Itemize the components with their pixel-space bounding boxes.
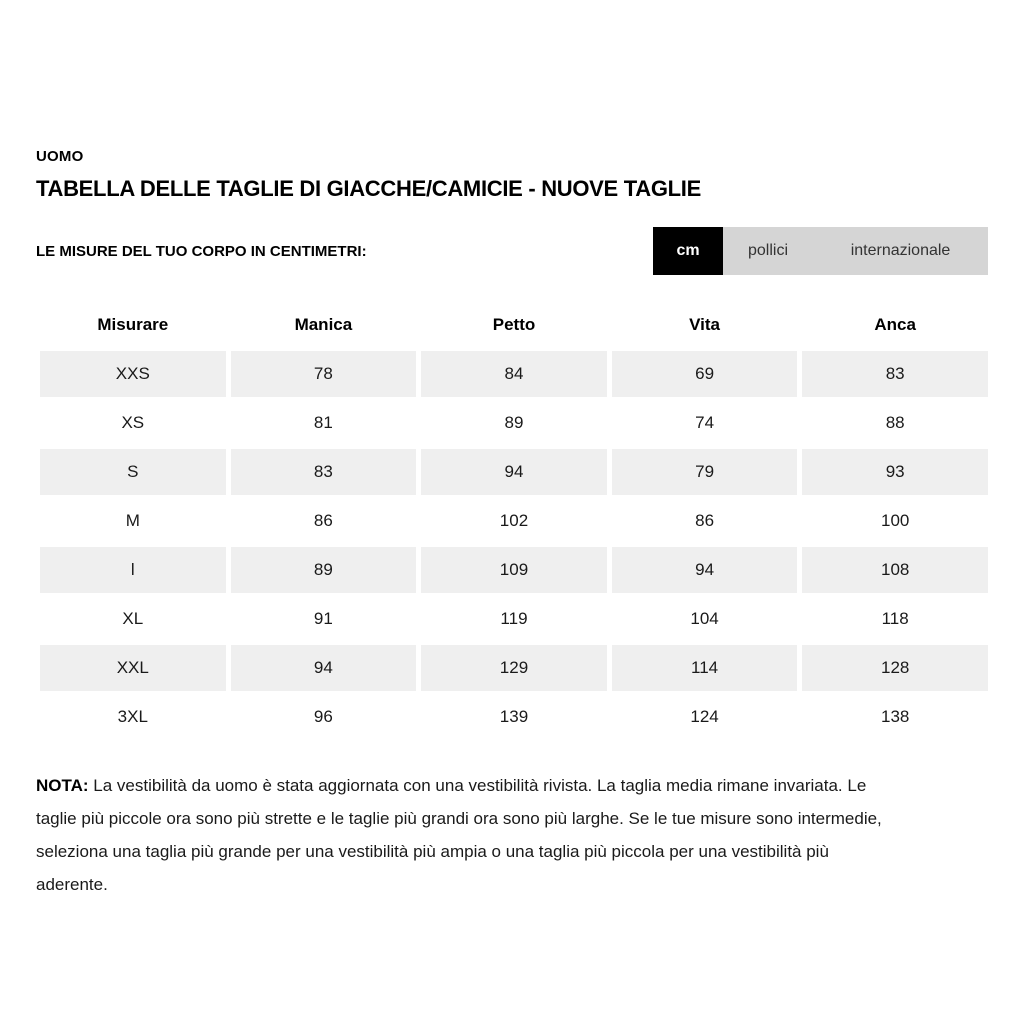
- measure-value: 81: [313, 413, 333, 432]
- measure-value: 69: [612, 351, 798, 397]
- fit-note-text: La vestibilità da uomo è stata aggiornata con una vestibilità rivista. La taglia media rimane invariata. Le taglie più piccole ora sono più strette e le taglie più grandi ora sono più larghe. Se le tue misure sono intermedie, seleziona una taglia più grande per una vestibilità più ampia o una taglia più piccola per una vestibilità più aderente.: [36, 776, 882, 894]
- measure-value: 94: [231, 645, 417, 691]
- measure-value: 108: [802, 547, 988, 593]
- column-header-misurare: Misurare: [97, 315, 169, 334]
- measure-value: 86: [695, 511, 715, 530]
- subhead-row: [36, 227, 988, 275]
- measure-value: 119: [500, 609, 528, 628]
- measure-value: 79: [612, 449, 798, 495]
- size-label: l: [40, 547, 226, 593]
- measure-value: 138: [880, 707, 910, 726]
- measure-value: 124: [690, 707, 719, 726]
- measure-value: 84: [421, 351, 607, 397]
- table-row: [40, 694, 988, 740]
- measure-value: 96: [313, 707, 333, 726]
- table-row: [40, 498, 988, 544]
- measure-value: 74: [695, 413, 715, 432]
- fit-note-label: NOTA:: [36, 776, 89, 795]
- table-row: [40, 449, 988, 495]
- measure-value: 83: [231, 449, 417, 495]
- table-row: [40, 547, 988, 593]
- category-label: UOMO: [36, 148, 84, 165]
- measure-value: 93: [802, 449, 988, 495]
- measure-value: 139: [499, 707, 529, 726]
- measure-value: 129: [421, 645, 607, 691]
- tab-pollici[interactable]: pollici: [723, 227, 813, 275]
- table-row: [40, 400, 988, 446]
- measure-value: 78: [231, 351, 417, 397]
- size-table: [40, 302, 988, 740]
- column-header-manica: Manica: [294, 315, 353, 334]
- page-title: TABELLA DELLE TAGLIE DI GIACCHE/CAMICIE - NUOVE TAGLIE: [36, 176, 701, 201]
- measure-value: 94: [421, 449, 607, 495]
- measure-value: 114: [612, 645, 798, 691]
- size-label: 3XL: [117, 707, 148, 726]
- size-label: XXL: [40, 645, 226, 691]
- tab-cm[interactable]: cm: [653, 227, 723, 275]
- measure-value: 100: [880, 511, 910, 530]
- measure-value: 89: [504, 413, 524, 432]
- measure-value: 118: [881, 609, 909, 628]
- table-row: [40, 596, 988, 642]
- measurements-subtitle: LE MISURE DEL TUO CORPO IN CENTIMETRI:: [36, 242, 367, 260]
- measure-value: 89: [231, 547, 417, 593]
- fit-note: [36, 769, 888, 901]
- measure-value: 104: [690, 609, 719, 628]
- size-label: XXS: [40, 351, 226, 397]
- measure-value: 102: [499, 511, 529, 530]
- measure-value: 86: [313, 511, 333, 530]
- column-header-anca: Anca: [874, 315, 916, 334]
- size-label: M: [125, 511, 140, 530]
- size-label: S: [40, 449, 226, 495]
- size-label: XL: [122, 609, 144, 628]
- table-header-row: [40, 302, 988, 348]
- unit-tabs: [653, 227, 988, 275]
- table-row: [40, 351, 988, 397]
- measure-value: 83: [802, 351, 988, 397]
- measure-value: 128: [802, 645, 988, 691]
- measure-value: 109: [421, 547, 607, 593]
- column-header-petto: Petto: [492, 315, 536, 334]
- measure-value: 91: [313, 609, 333, 628]
- table-row: [40, 645, 988, 691]
- size-label: XS: [121, 413, 145, 432]
- column-header-vita: Vita: [689, 315, 721, 334]
- measure-value: 88: [885, 413, 905, 432]
- measure-value: 94: [612, 547, 798, 593]
- tab-internazionale[interactable]: internazionale: [813, 227, 988, 275]
